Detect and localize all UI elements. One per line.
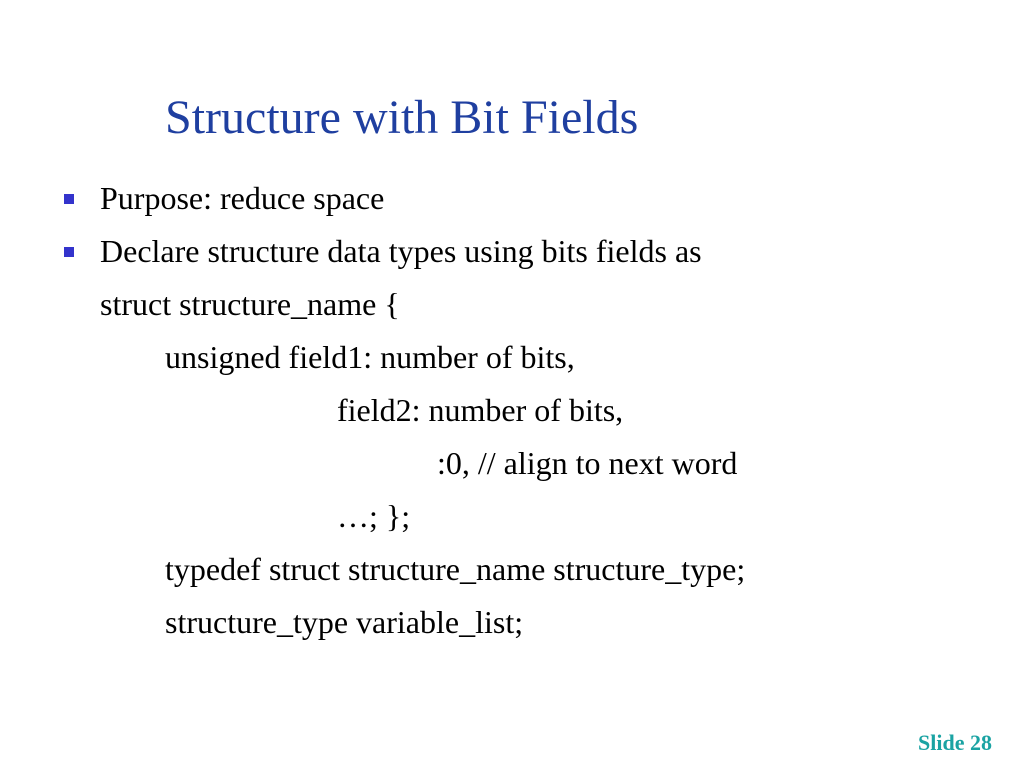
code-line: structure_type variable_list; — [165, 604, 524, 640]
code-line: typedef struct structure_name structure_type; — [165, 551, 746, 587]
code-line: struct structure_name { — [100, 286, 400, 322]
code-line: field2: number of bits, — [337, 392, 624, 428]
bullet-text: Purpose: reduce space — [100, 180, 385, 216]
slide-title: Structure with Bit Fields — [165, 91, 639, 144]
code-line: :0, // align to next word — [437, 445, 738, 481]
bullet-marker — [64, 247, 74, 257]
slide-number: Slide 28 — [918, 730, 992, 755]
code-line: …; }; — [337, 498, 411, 534]
bullet-text: Declare structure data types using bits fields as — [100, 233, 702, 269]
bullet-marker — [64, 194, 74, 204]
code-line: unsigned field1: number of bits, — [165, 339, 575, 375]
